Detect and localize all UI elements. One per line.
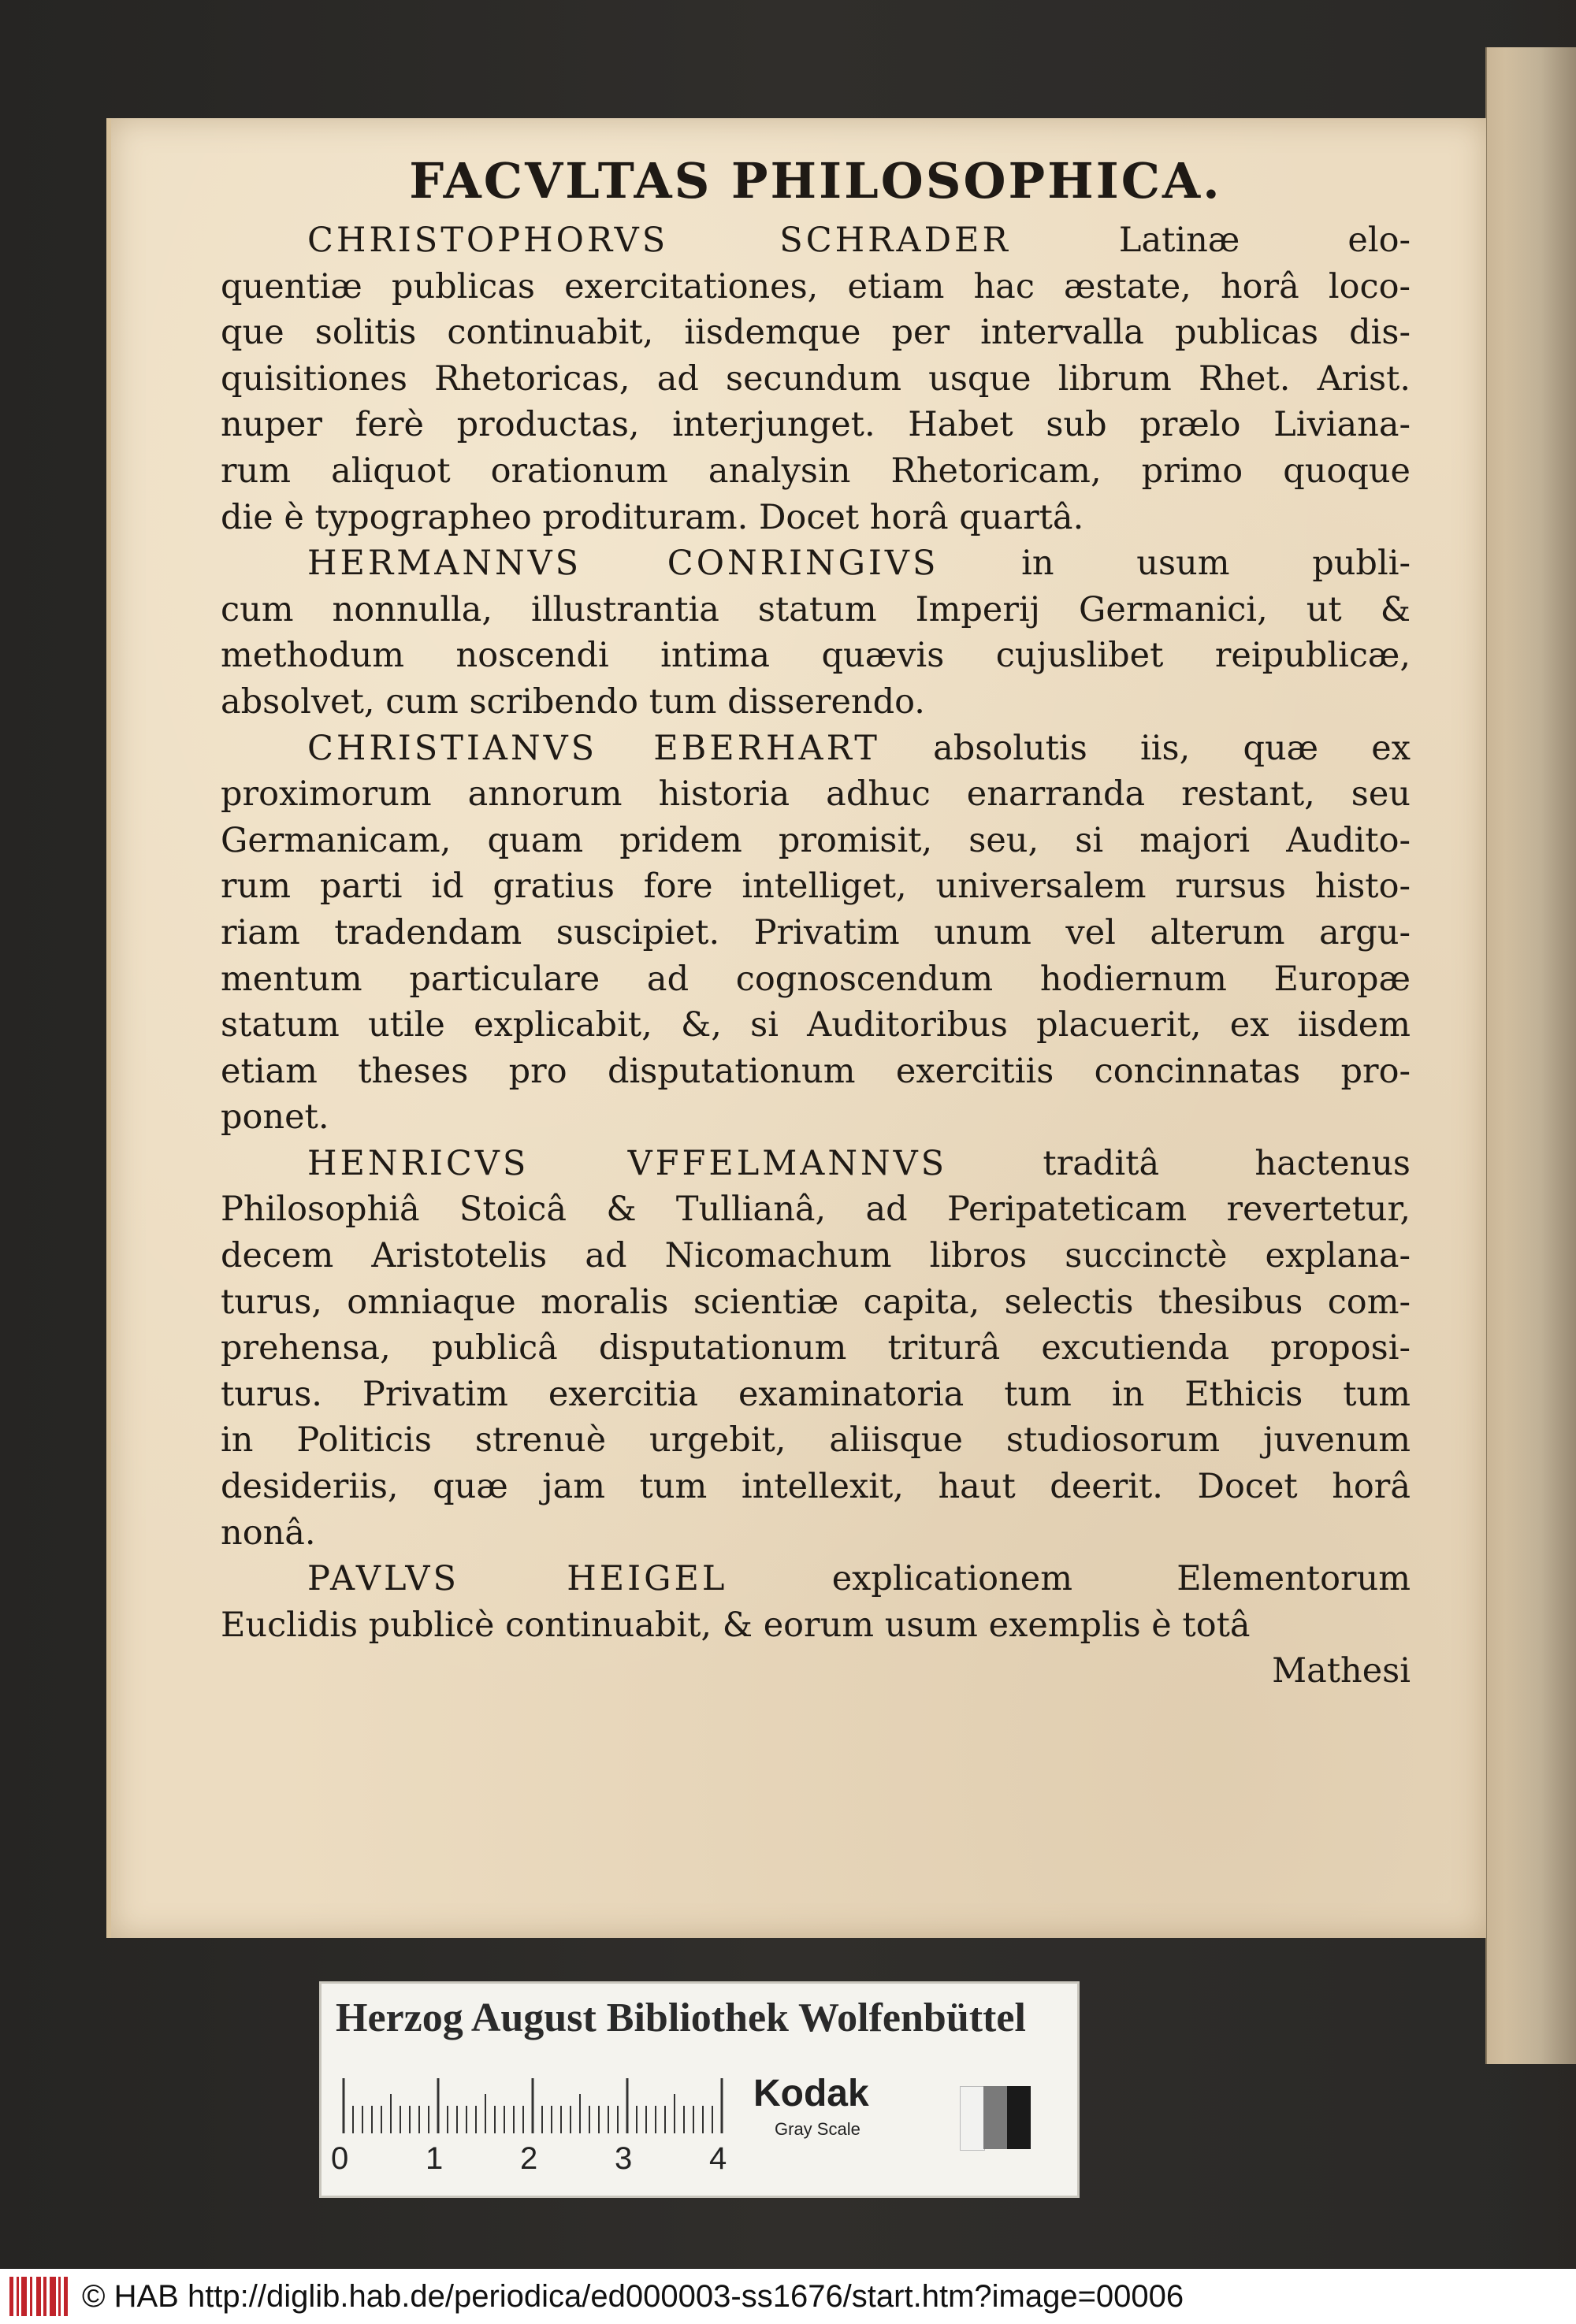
line-text: nonâ. [221, 1513, 316, 1553]
text-line [221, 1325, 1411, 1372]
footer-bar [0, 2269, 1576, 2324]
paragraph [221, 726, 1411, 1141]
line-text: absolutis iis, quæ ex [879, 728, 1411, 768]
text-line [221, 818, 1411, 864]
line-text: methodum noscendi intima quævis cujuslibet reipublicæ, [221, 636, 1411, 676]
line-text: decem Aristotelis ad Nicomachum libros succinctè explana- [221, 1236, 1411, 1276]
paragraph [221, 540, 1411, 725]
line-text: cum nonnulla, illustrantia statum Imperij Germanici, ut & [221, 589, 1411, 629]
text-line [221, 1279, 1411, 1326]
text-line [221, 1602, 1411, 1649]
line-text: explicationem Elementorum [727, 1559, 1411, 1599]
ruler-icon [336, 2078, 738, 2133]
text-line [221, 1233, 1411, 1279]
paragraph [221, 1556, 1411, 1648]
text-line [221, 587, 1411, 633]
line-text: Euclidis publicè continuabit, & eorum usum exemplis è totâ [221, 1605, 1251, 1645]
color-target-card [319, 1981, 1080, 2198]
text-line [221, 356, 1411, 403]
library-name: Herzog August Bibliothek Wolfenbüttel [336, 1995, 1026, 2040]
text-line [221, 264, 1411, 310]
line-text: statum utile explicabit, &, si Auditoribus placuerit, ex iisdem [221, 1005, 1411, 1045]
paragraph [221, 1141, 1411, 1556]
line-text: riam tradendam suscipiet. Privatim unum vel alterum argu- [221, 912, 1411, 952]
text-line [221, 1510, 1411, 1557]
hab-logo-icon [9, 2277, 68, 2316]
text-line [221, 956, 1411, 1003]
gray-swatch-white [960, 2086, 985, 2151]
page-text [221, 150, 1411, 1695]
line-text: turus, omniaque moralis scientiæ capita, selectis thesibus com- [221, 1282, 1411, 1322]
text-line [221, 448, 1411, 495]
line-text: absolvet, cum scribendo tum disserendo. [221, 681, 925, 722]
text-line [221, 540, 1411, 587]
ruler-number: 4 [709, 2141, 727, 2176]
line-text: die è typographeo prodituram. Docet horâ quartâ. [221, 497, 1084, 537]
paragraph [221, 217, 1411, 540]
ruler-number: 3 [615, 2141, 633, 2176]
text-line [221, 1002, 1411, 1049]
line-text: prehensa, publicâ disputationum triturâ excutienda proposi- [221, 1328, 1411, 1368]
text-line [221, 1094, 1411, 1141]
text-line [221, 863, 1411, 910]
ruler-number: 2 [520, 2141, 538, 2176]
professor-name: HENRICVS VFFELMANNVS [307, 1143, 948, 1183]
paragraph-list [221, 217, 1411, 1695]
copyright-url[interactable]: © HAB http://diglib.hab.de/periodica/ed000003-ss1676/start.htm?image=00006 [82, 2278, 1184, 2314]
text-line [221, 495, 1411, 541]
line-text: nuper ferè productas, interjunget. Habet sub prælo Liviana- [221, 405, 1411, 445]
line-text: in usum publi- [939, 544, 1411, 584]
professor-name: PAVLVS HEIGEL [307, 1559, 728, 1599]
line-text: proximorum annorum historia adhuc enarranda restant, seu [221, 774, 1411, 815]
text-line [221, 771, 1411, 818]
line-text: mentum particulare ad cognoscendum hodiernum Europæ [221, 959, 1411, 999]
line-text: Germanicam, quam pridem promisit, seu, si majori Audito- [221, 820, 1411, 860]
line-text: traditâ hactenus [947, 1143, 1411, 1183]
text-line [221, 679, 1411, 726]
text-line [221, 726, 1411, 772]
text-line [221, 1049, 1411, 1095]
page-title: FACVLTAS PHILOSOPHICA. [409, 152, 1222, 210]
gray-swatch-mid [983, 2086, 1007, 2149]
professor-name: HERMANNVS CONRINGIVS [307, 544, 939, 584]
text-line [221, 310, 1411, 356]
text-line [221, 217, 1411, 264]
line-text: Latinæ elo- [1010, 221, 1411, 260]
text-line [221, 1556, 1411, 1602]
line-text: desideriis, quæ jam tum intellexit, haut deerit. Docet horâ [221, 1467, 1411, 1507]
line-text: quentiæ publicas exercitationes, etiam hac æstate, horâ loco- [221, 266, 1411, 306]
line-text: ponet. [221, 1097, 329, 1138]
catchword: Mathesi [1272, 1651, 1411, 1691]
text-line [221, 1464, 1411, 1510]
gray-scale-label: Gray Scale [775, 2119, 860, 2139]
line-text: in Politicis strenuè urgebit, aliisque studiosorum juvenum [221, 1420, 1411, 1461]
text-line [221, 1141, 1411, 1187]
line-text: que solitis continuabit, iisdemque per intervalla publicas dis- [221, 313, 1411, 353]
text-line [221, 402, 1411, 448]
line-text: etiam theses pro disputationum exercitiis concinnatas pro- [221, 1051, 1411, 1091]
line-text: rum aliquot orationum analysin Rhetoricam, primo quoque [221, 451, 1411, 491]
professor-name: CHRISTOPHORVS SCHRADER [307, 221, 1011, 260]
text-line [221, 910, 1411, 956]
kodak-logo: Kodak [753, 2073, 869, 2114]
line-text: turus. Privatim exercitia examinatoria tum in Ethicis tum [221, 1374, 1411, 1414]
gray-swatch-black [1007, 2086, 1031, 2149]
text-line [221, 633, 1411, 679]
ruler-number: 0 [331, 2141, 349, 2176]
text-line [221, 1417, 1411, 1464]
text-line [221, 1372, 1411, 1418]
line-text: quisitiones Rhetoricas, ad secundum usque librum Rhet. Arist. [221, 358, 1411, 399]
line-text: Philosophiâ Stoicâ & Tullianâ, ad Peripateticam revertetur, [221, 1190, 1411, 1230]
professor-name: CHRISTIANVS EBERHART [307, 728, 880, 768]
line-text: rum parti id gratius fore intelliget, universalem rursus histo- [221, 867, 1411, 907]
ruler-number: 1 [426, 2141, 444, 2176]
book-spine-shadow [1505, 0, 1576, 2269]
text-line [221, 1186, 1411, 1233]
